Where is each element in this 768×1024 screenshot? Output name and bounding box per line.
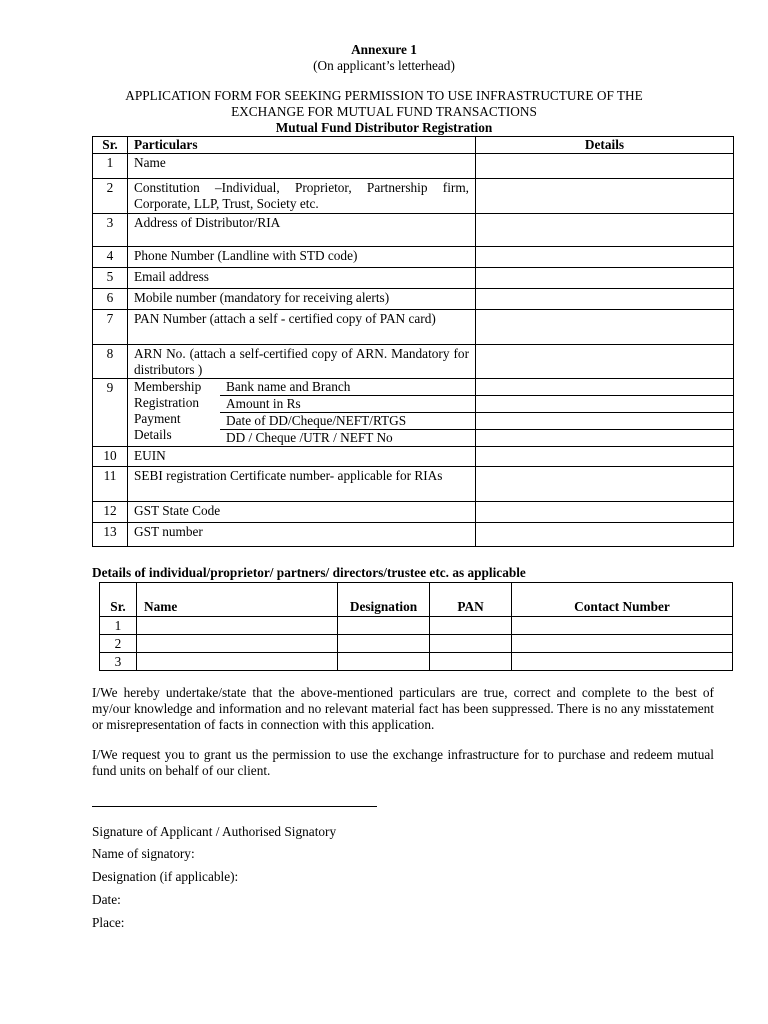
pan-detail-field[interactable] xyxy=(476,310,734,345)
table-row xyxy=(93,523,734,547)
payment-item: Amount in Rs xyxy=(220,396,475,413)
payment-detail-fields xyxy=(476,379,734,447)
person-pan-field[interactable] xyxy=(430,617,512,635)
signature-line[interactable] xyxy=(92,806,377,807)
payment-details-cell xyxy=(128,379,476,447)
row-label: EUIN xyxy=(128,447,476,467)
date-label: Date: xyxy=(92,892,121,907)
people-row-number: 1 xyxy=(100,617,137,635)
annexure-label: Annexure 1 xyxy=(351,42,417,57)
reference-detail-field[interactable] xyxy=(476,430,733,447)
person-name-field[interactable] xyxy=(137,635,338,653)
payment-item: Date of DD/Cheque/NEFT/RTGS xyxy=(220,413,475,430)
bank-detail-field[interactable] xyxy=(476,379,733,396)
row-number: 3 xyxy=(93,214,128,247)
row-label: Phone Number (Landline with STD code) xyxy=(128,247,476,268)
table-row xyxy=(100,635,733,653)
row-number: 11 xyxy=(93,467,128,502)
place-label: Place: xyxy=(92,915,125,930)
people-row-number: 2 xyxy=(100,635,137,653)
people-table xyxy=(99,582,733,671)
designation-label: Designation (if applicable): xyxy=(92,869,239,884)
table-row xyxy=(93,247,734,268)
letterhead-note: (On applicant’s letterhead) xyxy=(313,58,455,73)
request-paragraph: I/We request you to grant us the permission to use the exchange infrastructure for to purchase and redeem mutual fund units on behalf of our client. xyxy=(92,747,714,778)
people-sr-header: Sr. xyxy=(100,583,137,617)
euin-detail-field[interactable] xyxy=(476,447,734,467)
row-number: 8 xyxy=(93,345,128,379)
row-label: ARN No. (attach a self-certified copy of ARN. Mandatory for distributors ) xyxy=(128,345,476,379)
people-contact-header: Contact Number xyxy=(512,583,733,617)
constitution-detail-field[interactable] xyxy=(476,179,734,214)
form-title: APPLICATION FORM FOR SEEKING PERMISSION TO USE INFRASTRUCTURE OF THE EXCHANGE FOR MUTUAL FUND TRANSACTIONS xyxy=(125,88,643,119)
person-name-field[interactable] xyxy=(137,653,338,671)
row-number: 7 xyxy=(93,310,128,345)
payment-detail-subtable xyxy=(476,379,733,446)
row-label: SEBI registration Certificate number- applicable for RIAs xyxy=(128,467,476,502)
table-row xyxy=(93,467,734,502)
sr-header: Sr. xyxy=(93,137,128,154)
row-number: 4 xyxy=(93,247,128,268)
table-row xyxy=(93,289,734,310)
row-number: 5 xyxy=(93,268,128,289)
person-pan-field[interactable] xyxy=(430,653,512,671)
people-pan-header: PAN xyxy=(430,583,512,617)
row-number: 12 xyxy=(93,502,128,523)
row-label: Email address xyxy=(128,268,476,289)
people-details-heading: Details of individual/proprietor/ partners/ directors/trustee etc. as applicable xyxy=(92,565,526,580)
particulars-header: Particulars xyxy=(128,137,476,154)
row-number: 13 xyxy=(93,523,128,547)
declaration-paragraph: I/We hereby undertake/state that the above-mentioned particulars are true, correct and complete to the best of my/our knowledge and information and no relevant material fact has been suppressed. There is no any misstatement or misrepresentation of facts in connection with this application. xyxy=(92,685,714,732)
row-number: 1 xyxy=(93,154,128,179)
people-row-number: 3 xyxy=(100,653,137,671)
row-label: Name xyxy=(128,154,476,179)
person-designation-field[interactable] xyxy=(338,617,430,635)
table-row xyxy=(93,214,734,247)
people-designation-header: Designation xyxy=(338,583,430,617)
name-detail-field[interactable] xyxy=(476,154,734,179)
date-detail-field[interactable] xyxy=(476,413,733,430)
gst-state-detail-field[interactable] xyxy=(476,502,734,523)
signature-label: Signature of Applicant / Authorised Signatory xyxy=(92,824,337,839)
signatory-name-label: Name of signatory: xyxy=(92,846,195,861)
row-number: 2 xyxy=(93,179,128,214)
person-designation-field[interactable] xyxy=(338,653,430,671)
table-row xyxy=(93,154,734,179)
amount-detail-field[interactable] xyxy=(476,396,733,413)
gst-number-detail-field[interactable] xyxy=(476,523,734,547)
row-label: Constitution –Individual, Proprietor, Partnership firm, Corporate, LLP, Trust, Society etc. xyxy=(128,179,476,214)
sebi-detail-field[interactable] xyxy=(476,467,734,502)
registration-table xyxy=(92,136,734,547)
person-pan-field[interactable] xyxy=(430,635,512,653)
table-row xyxy=(93,502,734,523)
table-row xyxy=(93,379,734,447)
row-number: 10 xyxy=(93,447,128,467)
table-row xyxy=(100,617,733,635)
table-row xyxy=(93,179,734,214)
person-contact-field[interactable] xyxy=(512,653,733,671)
row-number: 6 xyxy=(93,289,128,310)
row-label: Address of Distributor/RIA xyxy=(128,214,476,247)
person-designation-field[interactable] xyxy=(338,635,430,653)
membership-payment-label: Membership Registration Payment Details xyxy=(134,379,202,442)
row-label: GST State Code xyxy=(128,502,476,523)
payment-item: Bank name and Branch xyxy=(220,379,475,396)
arn-detail-field[interactable] xyxy=(476,345,734,379)
payment-subtable xyxy=(128,379,475,446)
details-header: Details xyxy=(476,137,734,154)
table-row xyxy=(93,310,734,345)
form-subtitle: Mutual Fund Distributor Registration xyxy=(275,120,493,135)
phone-detail-field[interactable] xyxy=(476,247,734,268)
person-name-field[interactable] xyxy=(137,617,338,635)
email-detail-field[interactable] xyxy=(476,268,734,289)
table-row xyxy=(100,653,733,671)
table-row xyxy=(93,268,734,289)
row-label: Mobile number (mandatory for receiving alerts) xyxy=(128,289,476,310)
payment-item: DD / Cheque /UTR / NEFT No xyxy=(226,430,393,445)
mobile-detail-field[interactable] xyxy=(476,289,734,310)
row-number: 9 xyxy=(93,379,128,447)
person-contact-field[interactable] xyxy=(512,635,733,653)
address-detail-field[interactable] xyxy=(476,214,734,247)
row-label: PAN Number (attach a self - certified copy of PAN card) xyxy=(128,310,476,345)
people-name-header: Name xyxy=(137,583,338,617)
table-row xyxy=(93,447,734,467)
row-label: GST number xyxy=(128,523,476,547)
table-row xyxy=(93,345,734,379)
person-contact-field[interactable] xyxy=(512,617,733,635)
